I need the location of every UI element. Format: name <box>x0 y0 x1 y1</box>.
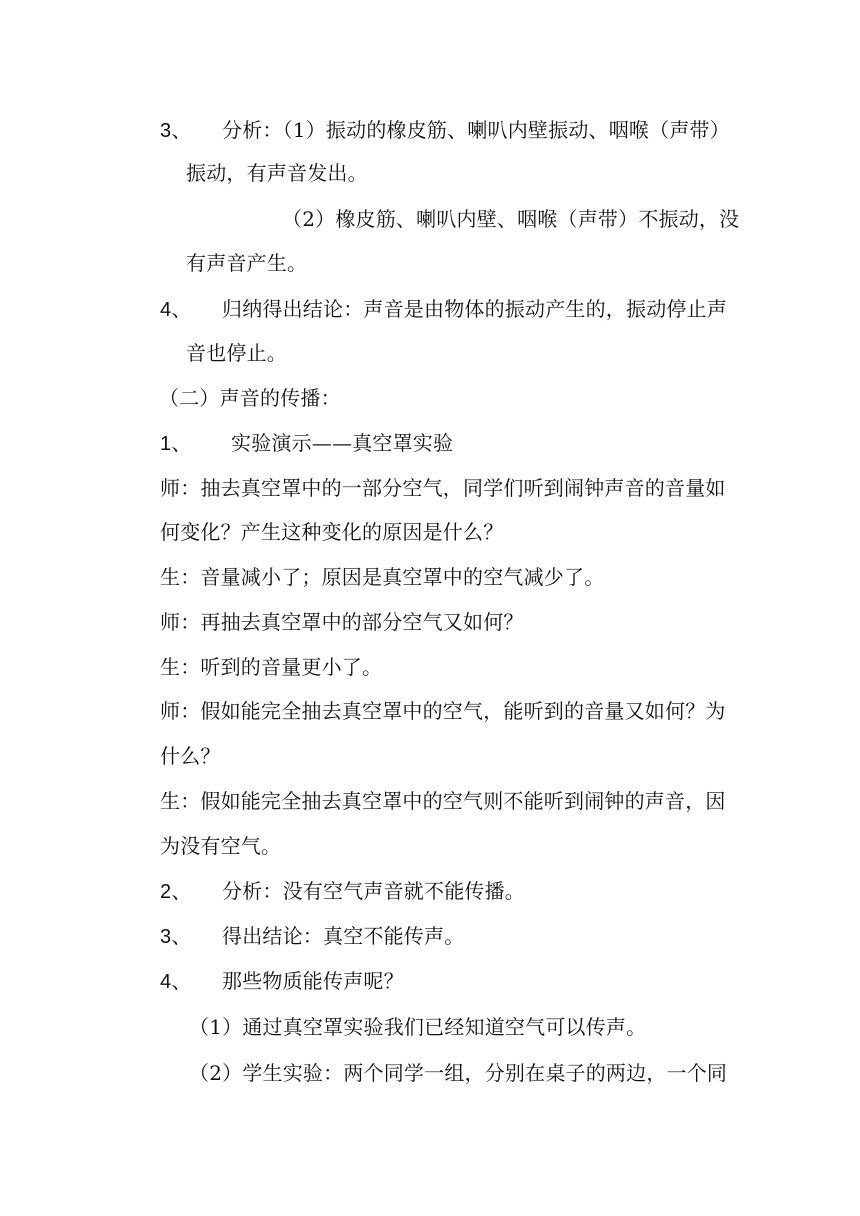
list-item-2 <box>160 878 525 905</box>
list-item-3 <box>160 117 730 144</box>
item-text: 实验演示——真空罩实验 <box>231 431 454 455</box>
text-line: 何变化？产生这种变化的原因是什么？ <box>160 520 504 544</box>
student-line: 生：听到的音量更小了。 <box>160 655 383 679</box>
text-line: 音也停止。 <box>186 341 287 365</box>
student-line: 生：音量减小了；原因是真空罩中的空气减少了。 <box>160 565 605 589</box>
text-line: （2）橡皮筋、喇叭内壁、咽喉（声带）不振动，没 <box>282 207 740 231</box>
sub-item-1: （1）通过真空罩实验我们已经知道空气可以传声。 <box>189 1015 647 1039</box>
list-item-3b <box>160 923 464 950</box>
teacher-line: 师：假如能完全抽去真空罩中的空气，能听到的音量又如何？为 <box>160 699 726 723</box>
sub-item-2: （2）学生实验：两个同学一组，分别在桌子的两边，一个同 <box>189 1061 728 1085</box>
item-number: 4、 <box>160 971 192 993</box>
item-text: 归纳得出结论：声音是由物体的振动产生的，振动停止声 <box>222 297 727 321</box>
list-item-4b <box>160 968 404 995</box>
item-number: 4、 <box>160 299 192 321</box>
student-line: 生：假如能完全抽去真空罩中的空气则不能听到闹钟的声音，因 <box>160 789 726 813</box>
item-number: 2、 <box>160 881 192 903</box>
text-line: 有声音产生。 <box>186 251 308 275</box>
teacher-line: 师：再抽去真空罩中的部分空气又如何？ <box>160 610 524 634</box>
text-line: 什么？ <box>160 744 221 768</box>
item-text: 分析：没有空气声音就不能传播。 <box>222 879 525 903</box>
text-line: 为没有空气。 <box>160 834 282 858</box>
item-number: 3、 <box>160 120 192 142</box>
item-text: 得出结论：真空不能传声。 <box>222 924 465 948</box>
item-number: 1、 <box>160 433 192 455</box>
item-number: 3、 <box>160 926 192 948</box>
text-line: 振动，有声音发出。 <box>186 161 368 185</box>
item-text: 分析：（1）振动的橡皮筋、喇叭内壁振动、咽喉（声带） <box>222 118 730 142</box>
teacher-line: 师：抽去真空罩中的一部分空气，同学们听到闹钟声音的音量如 <box>160 476 726 500</box>
list-item-1 <box>160 430 453 457</box>
section-heading: （二）声音的传播： <box>159 386 341 410</box>
item-text: 那些物质能传声呢？ <box>222 969 404 993</box>
list-item-4 <box>160 296 727 323</box>
